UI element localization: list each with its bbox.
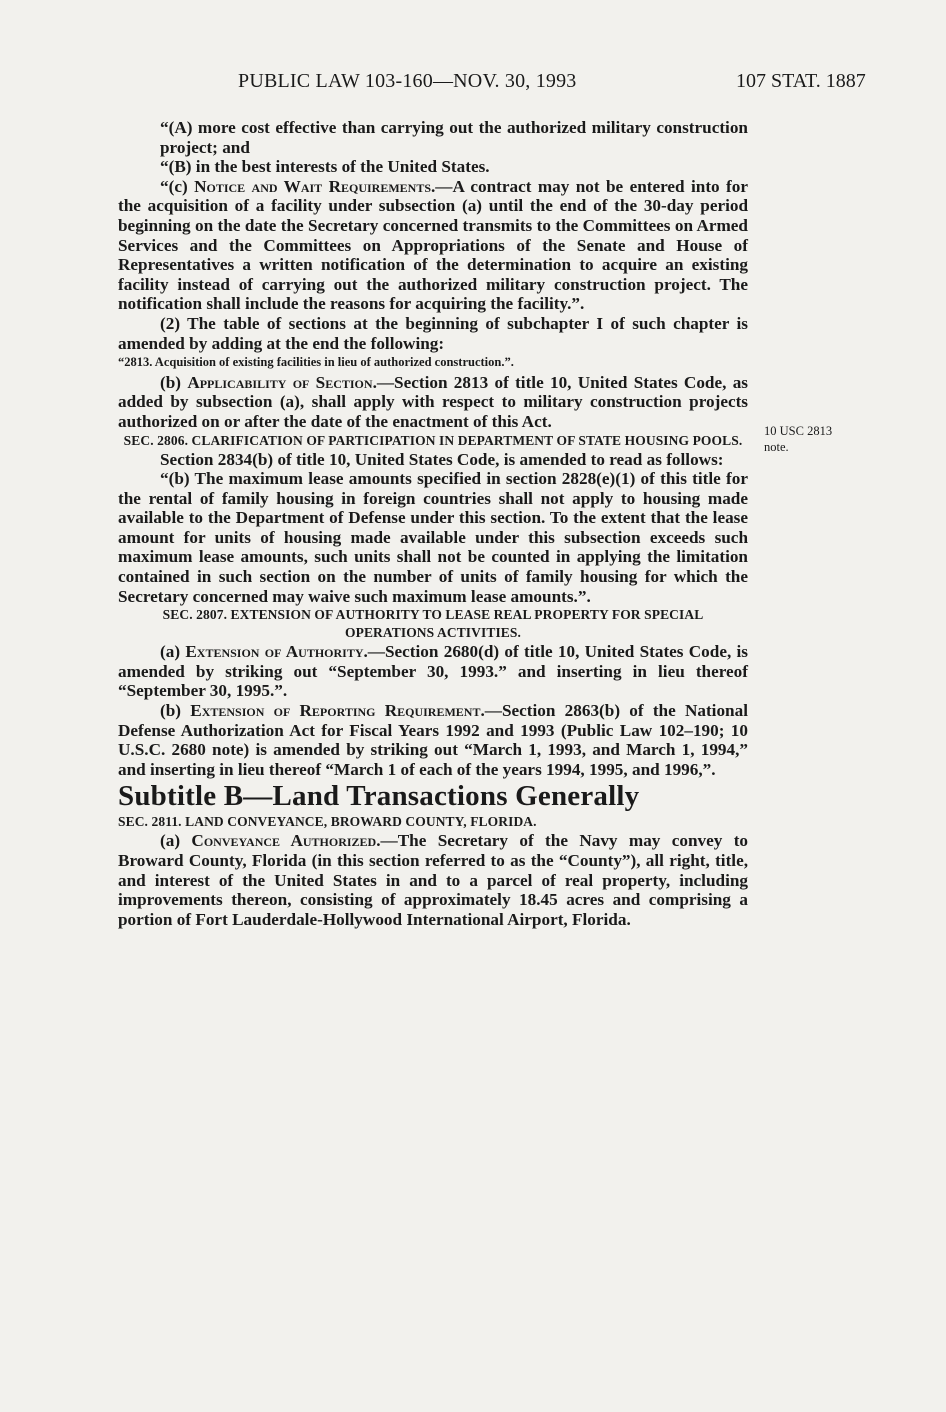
section-2807-a-text: .—Section 2680(d) of title 10, United States Code, is amended by striking out “September 30, 1993.” and inserting in lieu thereof “September 30, 1995.”. bbox=[118, 642, 748, 701]
section-2811-subsection-a bbox=[118, 831, 748, 929]
section-2807-b-lead: (b) bbox=[160, 701, 191, 721]
section-2807-subsection-a bbox=[118, 642, 748, 701]
subsection-b-text: .—Section 2813 of title 10, United States Code, as added by subsection (a), shall apply with respect to military construction projects authorized on or after the date of the enactment of this Act. bbox=[118, 372, 748, 431]
running-title: PUBLIC LAW 103-160—NOV. 30, 1993 bbox=[238, 70, 577, 92]
subsection-b-lead: (b) bbox=[160, 372, 188, 392]
subsection-c-text: .—A contract may not be entered into for the acquisition of a facility under subsection (a) until the end of the 30-day period beginning on the date the Secretary concerned transmits to the Committees on Armed Services and the Committees on Appropriations of the Senate and House of Representatives a written notification of the determination to acquire an existing facility instead of carrying out the authorized military construction project. The notification shall include the reasons for acquiring the facility.”. bbox=[118, 176, 748, 314]
table-entry: “2813. Acquisition of existing facilities in lieu of authorized construction.”. bbox=[118, 355, 514, 370]
section-2811-heading: SEC. 2811. LAND CONVEYANCE, BROWARD COUNTY, FLORIDA. bbox=[118, 814, 537, 830]
document-body bbox=[118, 118, 748, 929]
section-2807-subsection-b bbox=[118, 701, 748, 779]
section-2806-heading: SEC. 2806. CLARIFICATION OF PARTICIPATION IN DEPARTMENT OF STATE HOUSING POOLS. bbox=[123, 432, 743, 448]
page-number: 107 STAT. 1887 bbox=[736, 70, 866, 92]
subsection-c bbox=[118, 177, 748, 314]
section-2807-b-heading: Extension of Reporting Requirement bbox=[190, 701, 481, 721]
page-header bbox=[0, 70, 946, 100]
section-2806-para-2: “(b) The maximum lease amounts specified in section 2828(e)(1) of this title for the rental of family housing in foreign countries shall not apply to housing made available to the Department of Defense under this section. To the extent that the lease amount for units of housing made available under this subsection exceeds such maximum lease amounts, such units shall not be counted in applying the limitation contained in such section on the number of units of family housing for which the Secretary concerned may waive such maximum lease amounts.”. bbox=[118, 469, 748, 606]
section-2807-a-lead: (a) bbox=[160, 642, 186, 662]
margin-note-line-2: note. bbox=[764, 440, 789, 454]
section-2807-b-text: .—Section 2863(b) of the National Defense Authorization Act for Fiscal Years 1992 and 1993 (Public Law 102–190; 10 U.S.C. 2680 note) is amended by striking out “March 1, 1993, and March 1, 1994,” and inserting in lieu thereof “March 1 of each of the years 1994, 1995, and 1996,”. bbox=[118, 701, 748, 779]
subsection-c-lead: “(c) bbox=[160, 176, 195, 196]
section-2807-a-heading: Extension of Authority bbox=[185, 642, 364, 662]
section-2806-para-1: Section 2834(b) of title 10, United States Code, is amended to read as follows: bbox=[160, 449, 724, 469]
subsection-c-heading: Notice and Wait Requirements bbox=[194, 176, 431, 196]
section-2811-a-heading: Conveyance Authorized bbox=[191, 831, 377, 851]
section-2807-heading: SEC. 2807. EXTENSION OF AUTHORITY TO LEASE REAL PROPERTY FOR SPECIAL OPERATIONS ACTIVITIES. bbox=[162, 607, 704, 641]
subsection-b-applicability bbox=[118, 373, 748, 432]
subtitle-heading: Subtitle B—Land Transactions Generally bbox=[118, 780, 640, 813]
section-2811-a-text: .—The Secretary of the Navy may convey to Broward County, Florida (in this section referred to as the “County”), all right, title, and interest of the United States in and to a parcel of real property, including improvements thereon, consisting of approximately 18.45 acres and comprising a portion of Fort Lauderdale-Hollywood International Airport, Florida. bbox=[118, 831, 749, 929]
clause-a: “(A) more cost effective than carrying out the authorized military construction project; and bbox=[160, 118, 748, 157]
section-2811-a-lead: (a) bbox=[160, 831, 192, 851]
paragraph-2: (2) The table of sections at the beginning of subchapter I of such chapter is amended by adding at the end the following: bbox=[118, 313, 748, 353]
margin-note bbox=[764, 423, 832, 455]
margin-note-line-1: 10 USC 2813 bbox=[764, 424, 833, 438]
clause-b: “(B) in the best interests of the United States. bbox=[160, 157, 490, 177]
subsection-b-heading: Applicability of Section bbox=[187, 372, 373, 392]
